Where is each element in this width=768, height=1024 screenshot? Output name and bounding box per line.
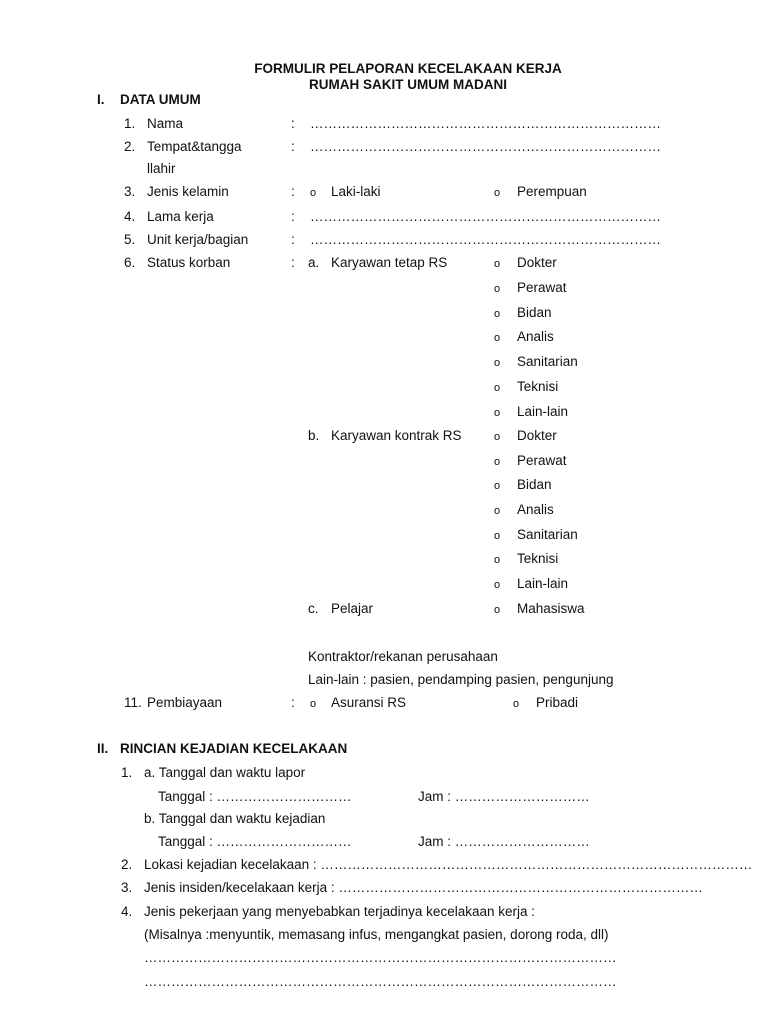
tempat-label-cont: llahir	[147, 161, 176, 176]
colon: :	[291, 695, 295, 710]
unit-kerja-field[interactable]: ……………………………………………………………………	[310, 232, 661, 247]
radio-bullet[interactable]: o	[310, 698, 317, 710]
item-number: 2.	[121, 857, 133, 872]
radio-bullet[interactable]: o	[494, 357, 501, 369]
radio-bullet[interactable]: o	[494, 604, 501, 616]
radio-bullet[interactable]: o	[494, 554, 501, 566]
option-pribadi: Pribadi	[536, 695, 579, 710]
form-title: FORMULIR PELAPORAN KECELAKAAN KERJA	[254, 61, 562, 76]
option-kontrak-dokter: Dokter	[517, 428, 557, 443]
item-number: 11.	[124, 695, 142, 710]
option-kontrak-perawat: Perawat	[517, 453, 567, 468]
radio-bullet[interactable]: o	[494, 456, 501, 468]
hospital-name: RUMAH SAKIT UMUM MADANI	[309, 77, 507, 92]
option-laki-laki: Laki-laki	[331, 184, 381, 199]
lama-kerja-label: Lama kerja	[147, 209, 214, 224]
item-number: 1.	[124, 116, 136, 131]
radio-bullet[interactable]: o	[494, 308, 501, 320]
section-2-heading: RINCIAN KEJADIAN KECELAKAAN	[120, 741, 348, 756]
status-b-label: Karyawan kontrak RS	[331, 428, 462, 443]
jenis-kelamin-label: Jenis kelamin	[147, 184, 229, 199]
item-number: 4.	[121, 904, 133, 919]
radio-bullet[interactable]: o	[494, 505, 501, 517]
option-tetap-lain-lain: Lain-lain	[517, 404, 569, 419]
option-tetap-dokter: Dokter	[517, 255, 557, 270]
tanggal-lapor-field[interactable]: Tanggal : …………………………	[158, 789, 352, 804]
status-lain-lain: Lain-lain : pasien, pendamping pasien, pengunjung	[308, 672, 614, 687]
jam-lapor-field[interactable]: Jam : …………………………	[418, 789, 590, 804]
option-kontrak-sanitarian: Sanitarian	[517, 527, 578, 542]
item-number: 6.	[124, 255, 136, 270]
section-2-number: II.	[97, 741, 109, 756]
item-number: 1.	[121, 765, 133, 780]
option-tetap-analis: Analis	[517, 329, 554, 344]
option-kontrak-lain-lain: Lain-lain	[517, 576, 569, 591]
item-number: 3.	[124, 184, 136, 199]
radio-bullet[interactable]: o	[494, 258, 501, 270]
tanggal-lapor-label: a. Tanggal dan waktu lapor	[144, 765, 306, 780]
option-tetap-teknisi: Teknisi	[517, 379, 559, 394]
colon: :	[291, 184, 295, 199]
option-perempuan: Perempuan	[517, 184, 587, 199]
option-tetap-perawat: Perawat	[517, 280, 567, 295]
radio-bullet[interactable]: o	[494, 530, 501, 542]
item-number: 4.	[124, 209, 136, 224]
radio-bullet[interactable]: o	[513, 698, 520, 710]
jenis-insiden-field[interactable]: Jenis insiden/kecelakaan kerja : ………………………………………………………………………	[144, 880, 703, 895]
section-1-heading: DATA UMUM	[120, 92, 201, 107]
colon: :	[291, 209, 295, 224]
tempat-field[interactable]: ……………………………………………………………………	[310, 139, 661, 154]
colon: :	[291, 139, 295, 154]
item-number: 2.	[124, 139, 136, 154]
pembiayaan-label: Pembiayaan	[147, 695, 223, 710]
option-kontrak-analis: Analis	[517, 502, 554, 517]
item-number: 3.	[121, 880, 133, 895]
lama-kerja-field[interactable]: ……………………………………………………………………	[310, 209, 661, 224]
colon: :	[291, 255, 295, 270]
unit-kerja-label: Unit kerja/bagian	[147, 232, 249, 247]
colon: :	[291, 232, 295, 247]
option-asuransi-rs: Asuransi RS	[331, 695, 407, 710]
option-tetap-bidan: Bidan	[517, 305, 552, 320]
option-mahasiswa: Mahasiswa	[517, 601, 585, 616]
radio-bullet[interactable]: o	[494, 283, 501, 295]
jenis-pekerjaan-line-1[interactable]: ……………………………………………………………………………………………	[144, 950, 617, 965]
radio-bullet[interactable]: o	[494, 407, 501, 419]
radio-bullet[interactable]: o	[494, 431, 501, 443]
status-kontraktor: Kontraktor/rekanan perusahaan	[308, 649, 498, 664]
status-korban-label: Status korban	[147, 255, 231, 270]
tanggal-kejadian-label: b. Tanggal dan waktu kejadian	[144, 811, 326, 826]
colon: :	[291, 116, 295, 131]
jenis-pekerjaan-label: Jenis pekerjaan yang menyebabkan terjadinya kecelakaan kerja :	[144, 904, 535, 919]
radio-bullet[interactable]: o	[494, 480, 501, 492]
status-a-letter: a.	[308, 255, 320, 270]
lokasi-kejadian-field[interactable]: Lokasi kejadian kecelakaan : ……………………………………………………………………………………	[144, 857, 753, 872]
jenis-pekerjaan-line-2[interactable]: ……………………………………………………………………………………………	[144, 974, 617, 989]
status-a-label: Karyawan tetap RS	[331, 255, 448, 270]
radio-bullet[interactable]: o	[494, 382, 501, 394]
tempat-label: Tempat&tangga	[147, 139, 242, 154]
radio-bullet[interactable]: o	[494, 579, 501, 591]
radio-bullet[interactable]: o	[494, 332, 501, 344]
radio-bullet[interactable]: o	[310, 187, 317, 199]
jenis-pekerjaan-example: (Misalnya :menyuntik, memasang infus, mengangkat pasien, dorong roda, dll)	[144, 927, 609, 942]
option-kontrak-teknisi: Teknisi	[517, 551, 559, 566]
tanggal-kejadian-field[interactable]: Tanggal : …………………………	[158, 834, 352, 849]
item-number: 5.	[124, 232, 136, 247]
nama-label: Nama	[147, 116, 184, 131]
status-b-letter: b.	[308, 428, 320, 443]
section-1-number: I.	[97, 92, 105, 107]
option-kontrak-bidan: Bidan	[517, 477, 552, 492]
jam-kejadian-field[interactable]: Jam : …………………………	[418, 834, 590, 849]
nama-field[interactable]: ……………………………………………………………………	[310, 116, 661, 131]
option-tetap-sanitarian: Sanitarian	[517, 354, 578, 369]
status-c-label: Pelajar	[331, 601, 374, 616]
status-c-letter: c.	[308, 601, 319, 616]
radio-bullet[interactable]: o	[494, 187, 501, 199]
